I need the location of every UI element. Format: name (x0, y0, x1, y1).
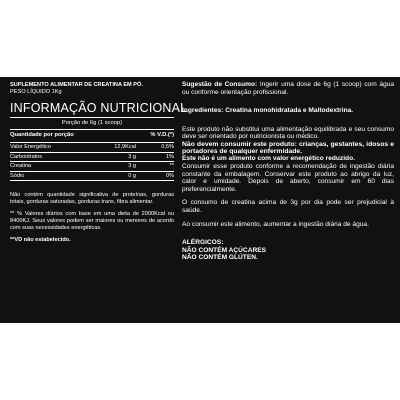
usage-suggestion-text: Ingerir uma dose de 6g (1 scoop) com água ou conforme orientação profissional. (182, 81, 394, 96)
nutrient-name: Sódio (10, 172, 25, 179)
quantity-column-label: Quantidade por porção (10, 132, 74, 139)
no-gluten-notice: NÃO CONTÉM GLÚTEN. (182, 254, 258, 262)
dosage-warning: O consumo de creatina acima de 3g por dia pode ser prejudicial à saúde. (182, 199, 394, 214)
ingredients-label: Ingredientes: (182, 107, 224, 115)
nutrition-title: INFORMAÇÃO NUTRICIONAL (10, 101, 188, 116)
net-weight: PESO LÍQUIDO 1Kg (10, 88, 62, 95)
usage-suggestion (182, 81, 394, 96)
no-sugar-notice: NÃO CONTÉM AÇÚCARES (182, 246, 267, 254)
nutrition-row (10, 153, 174, 163)
nutrient-vd: 0% (165, 172, 174, 179)
nutrient-vd: 1% (165, 153, 174, 160)
nutrition-notes (10, 192, 174, 244)
usage-column (182, 81, 394, 262)
ingredients-text: Creatina monohidratada e Maltodextrina. (223, 107, 354, 115)
nutrition-note: ** % Valores diários com base em uma dieta de 2000Kcal ou 8400KJ. Seus valores podem ser maiores ou menores de acordo com suas necessidades energéticas. (10, 211, 174, 231)
water-advice: Ao consumir este alimento, aumentar a ingestão diária de água. (182, 220, 369, 228)
nutrition-note: Não contém quantidade significativa de proteínas, gorduras totais, gorduras saturadas, gorduras trans, fibra alimentar. (10, 192, 174, 205)
nutrient-quantity: 0 g (128, 172, 136, 179)
restriction-warning: Não devem consumir este produto: crianças, gestantes, idosos e portadores de qualquer enfermidade. (182, 140, 394, 156)
vd-column-label: % V.D.(*) (150, 132, 174, 139)
storage-paragraph: Consumir esse produto conforme a recomendação de ingestão diária constante da embalagem. Conservar este produto ao abrigo da luz, calor e umidade. Depois de aberto, consumir em 60 dias preferencialmente. (182, 162, 394, 193)
nutrient-name: Creatina (10, 163, 32, 170)
nutrient-name: Valor Energético (10, 144, 51, 151)
nutrient-vd: 0,5% (161, 144, 174, 151)
supplement-label-panel (0, 77, 400, 323)
nutrient-quantity: 12,9Kcal (114, 144, 136, 151)
nutrient-quantity: 3 g (128, 163, 136, 170)
nutrition-row (10, 162, 174, 172)
energy-notice: Este não é um alimento com valor energético reduzido. (182, 155, 355, 163)
nutrient-name: Carboidratos (10, 153, 43, 160)
nutrition-column (10, 82, 188, 250)
ingredients (182, 107, 394, 115)
advice-paragraph: Este produto não substitui uma alimentação equilibrada e seu consumo deve ser orientado por nutricionista ou médico. (182, 125, 394, 141)
nutrition-note: **VD não estabelecido. (10, 237, 71, 244)
nutrient-quantity: 3 g (128, 153, 136, 160)
allergens-label: ALÉRGICOS: (182, 239, 224, 247)
nutrition-table-header (10, 130, 174, 143)
nutrient-vd: ** (169, 163, 174, 170)
nutrition-row (10, 172, 174, 182)
nutrition-row (10, 143, 174, 153)
product-name: SUPLEMENTO ALIMENTAR DE CREATINA EM PÓ. (10, 82, 143, 88)
portion-size: Porção de 6g (1 scoop) (10, 117, 174, 130)
usage-suggestion-label: Sugestão de Consumo: (182, 81, 258, 88)
